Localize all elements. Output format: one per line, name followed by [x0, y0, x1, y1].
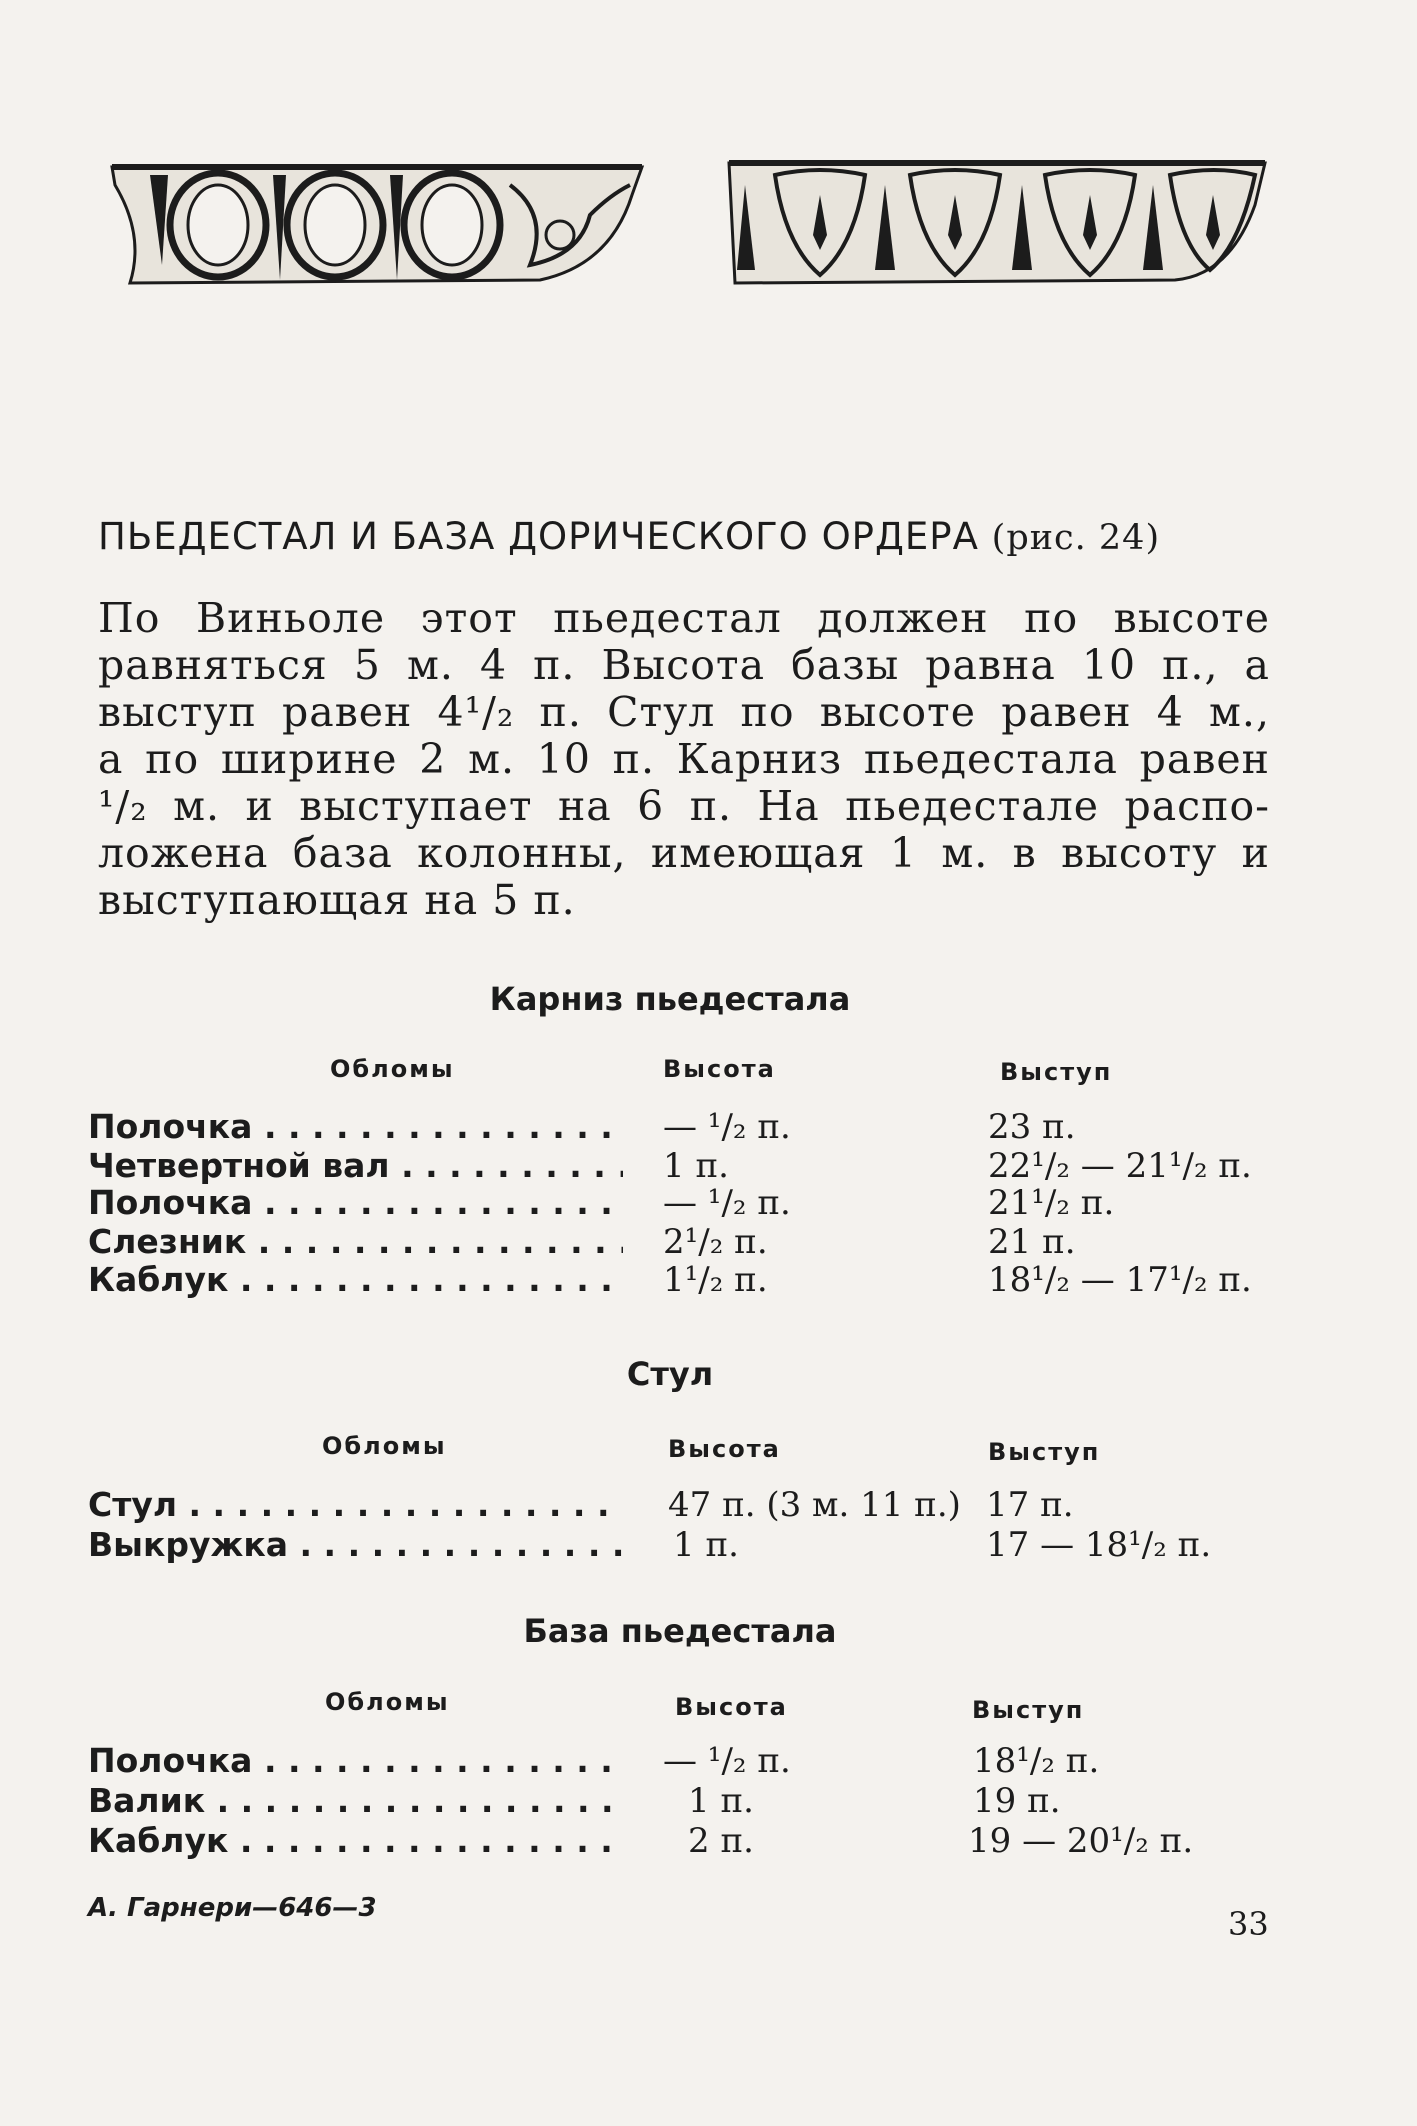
printer-signature: А. Гарнери—646—3 [88, 1893, 377, 1923]
column-header-projection: Выступ [988, 1438, 1101, 1466]
molding-height: 1 п. [688, 1781, 754, 1821]
molding-height: 1 п. [673, 1525, 739, 1565]
column-header-projection: Выступ [1000, 1058, 1113, 1086]
molding-projection: 21¹/₂ п. [988, 1183, 1115, 1223]
table-row [88, 1525, 1288, 1563]
molding-projection: 18¹/₂ — 17¹/₂ п. [988, 1260, 1252, 1300]
molding-projection: 23 п. [988, 1107, 1076, 1147]
column-header-height: Высота [668, 1435, 781, 1463]
molding-name: Полочка . . . [88, 1183, 623, 1222]
paragraph-line: ложена база колонны, имеющая 1 м. в высоту и [98, 829, 1270, 877]
molding-projection: 17 — 18¹/₂ п. [986, 1525, 1212, 1565]
molding-projection: 22¹/₂ — 21¹/₂ п. [988, 1146, 1252, 1186]
column-header-projection: Выступ [972, 1696, 1085, 1724]
table-row [88, 1222, 1288, 1260]
molding-height: 1¹/₂ п. [663, 1260, 768, 1300]
molding-name: Четвертной вал . . . [88, 1146, 623, 1185]
table-row [88, 1741, 1288, 1779]
paragraph-line: а по ширине 2 м. 10 п. Карниз пьедестала равен [98, 735, 1270, 783]
molding-name: Стул . . . [88, 1485, 623, 1524]
table-row [88, 1260, 1288, 1298]
egg-and-dart-ornament [110, 155, 645, 290]
page-number: 33 [1228, 1905, 1269, 1943]
molding-height: 2¹/₂ п. [663, 1222, 768, 1262]
base-table-title: База пьедестала [523, 1612, 837, 1650]
paragraph-line: По Виньоле этот пьедестал должен по высоте [98, 594, 1270, 642]
molding-projection: 19 п. [973, 1781, 1061, 1821]
table-row [88, 1781, 1288, 1819]
molding-projection: 18¹/₂ п. [973, 1741, 1100, 1781]
paragraph-line: выступ равен 4¹/₂ п. Стул по высоте равен 4 м., [98, 688, 1270, 736]
paragraph-line: выступающая на 5 п. [98, 876, 576, 924]
heading-title: ПЬЕДЕСТАЛ И БАЗА ДОРИЧЕСКОГО ОРДЕРА [98, 515, 979, 558]
table-row [88, 1485, 1288, 1523]
table-row [88, 1146, 1288, 1184]
column-header-moldings: Обломы [330, 1055, 455, 1083]
molding-height: — ¹/₂ п. [663, 1183, 791, 1223]
molding-height: — ¹/₂ п. [663, 1107, 791, 1147]
paragraph-line: равняться 5 м. 4 п. Высота базы равна 10 п., а [98, 641, 1270, 689]
column-header-height: Высота [663, 1055, 776, 1083]
molding-name: Валик . . . [88, 1781, 623, 1820]
molding-name: Полочка . . . [88, 1107, 623, 1146]
acanthus-leaf-ornament [725, 155, 1270, 290]
figure-reference: (рис. 24) [991, 518, 1161, 558]
molding-height: 47 п. (3 м. 11 п.) [668, 1485, 961, 1525]
cornice-table-title: Карниз пьедестала [489, 980, 851, 1018]
table-row [88, 1183, 1288, 1221]
molding-name: Каблук . . . [88, 1821, 623, 1860]
body-paragraph [98, 595, 1270, 924]
molding-height: 1 п. [663, 1146, 729, 1186]
molding-projection: 21 п. [988, 1222, 1076, 1262]
molding-projection: 19 — 20¹/₂ п. [968, 1821, 1194, 1861]
column-header-moldings: Обломы [325, 1688, 450, 1716]
molding-height: 2 п. [688, 1821, 754, 1861]
section-heading [98, 515, 1160, 558]
molding-name: Слезник . . . [88, 1222, 623, 1261]
paragraph-line: ¹/₂ м. и выступает на 6 п. На пьедестале распо- [98, 782, 1270, 830]
molding-name: Каблук . . . [88, 1260, 623, 1299]
column-header-height: Высота [675, 1693, 788, 1721]
column-header-moldings: Обломы [322, 1432, 447, 1460]
table-row [88, 1107, 1288, 1145]
molding-name: Полочка . . . [88, 1741, 623, 1780]
molding-projection: 17 п. [986, 1485, 1074, 1525]
table-row [88, 1821, 1288, 1859]
molding-name: Выкружка . . . [88, 1525, 623, 1564]
molding-height: — ¹/₂ п. [663, 1741, 791, 1781]
dado-table-title: Стул [626, 1355, 714, 1393]
